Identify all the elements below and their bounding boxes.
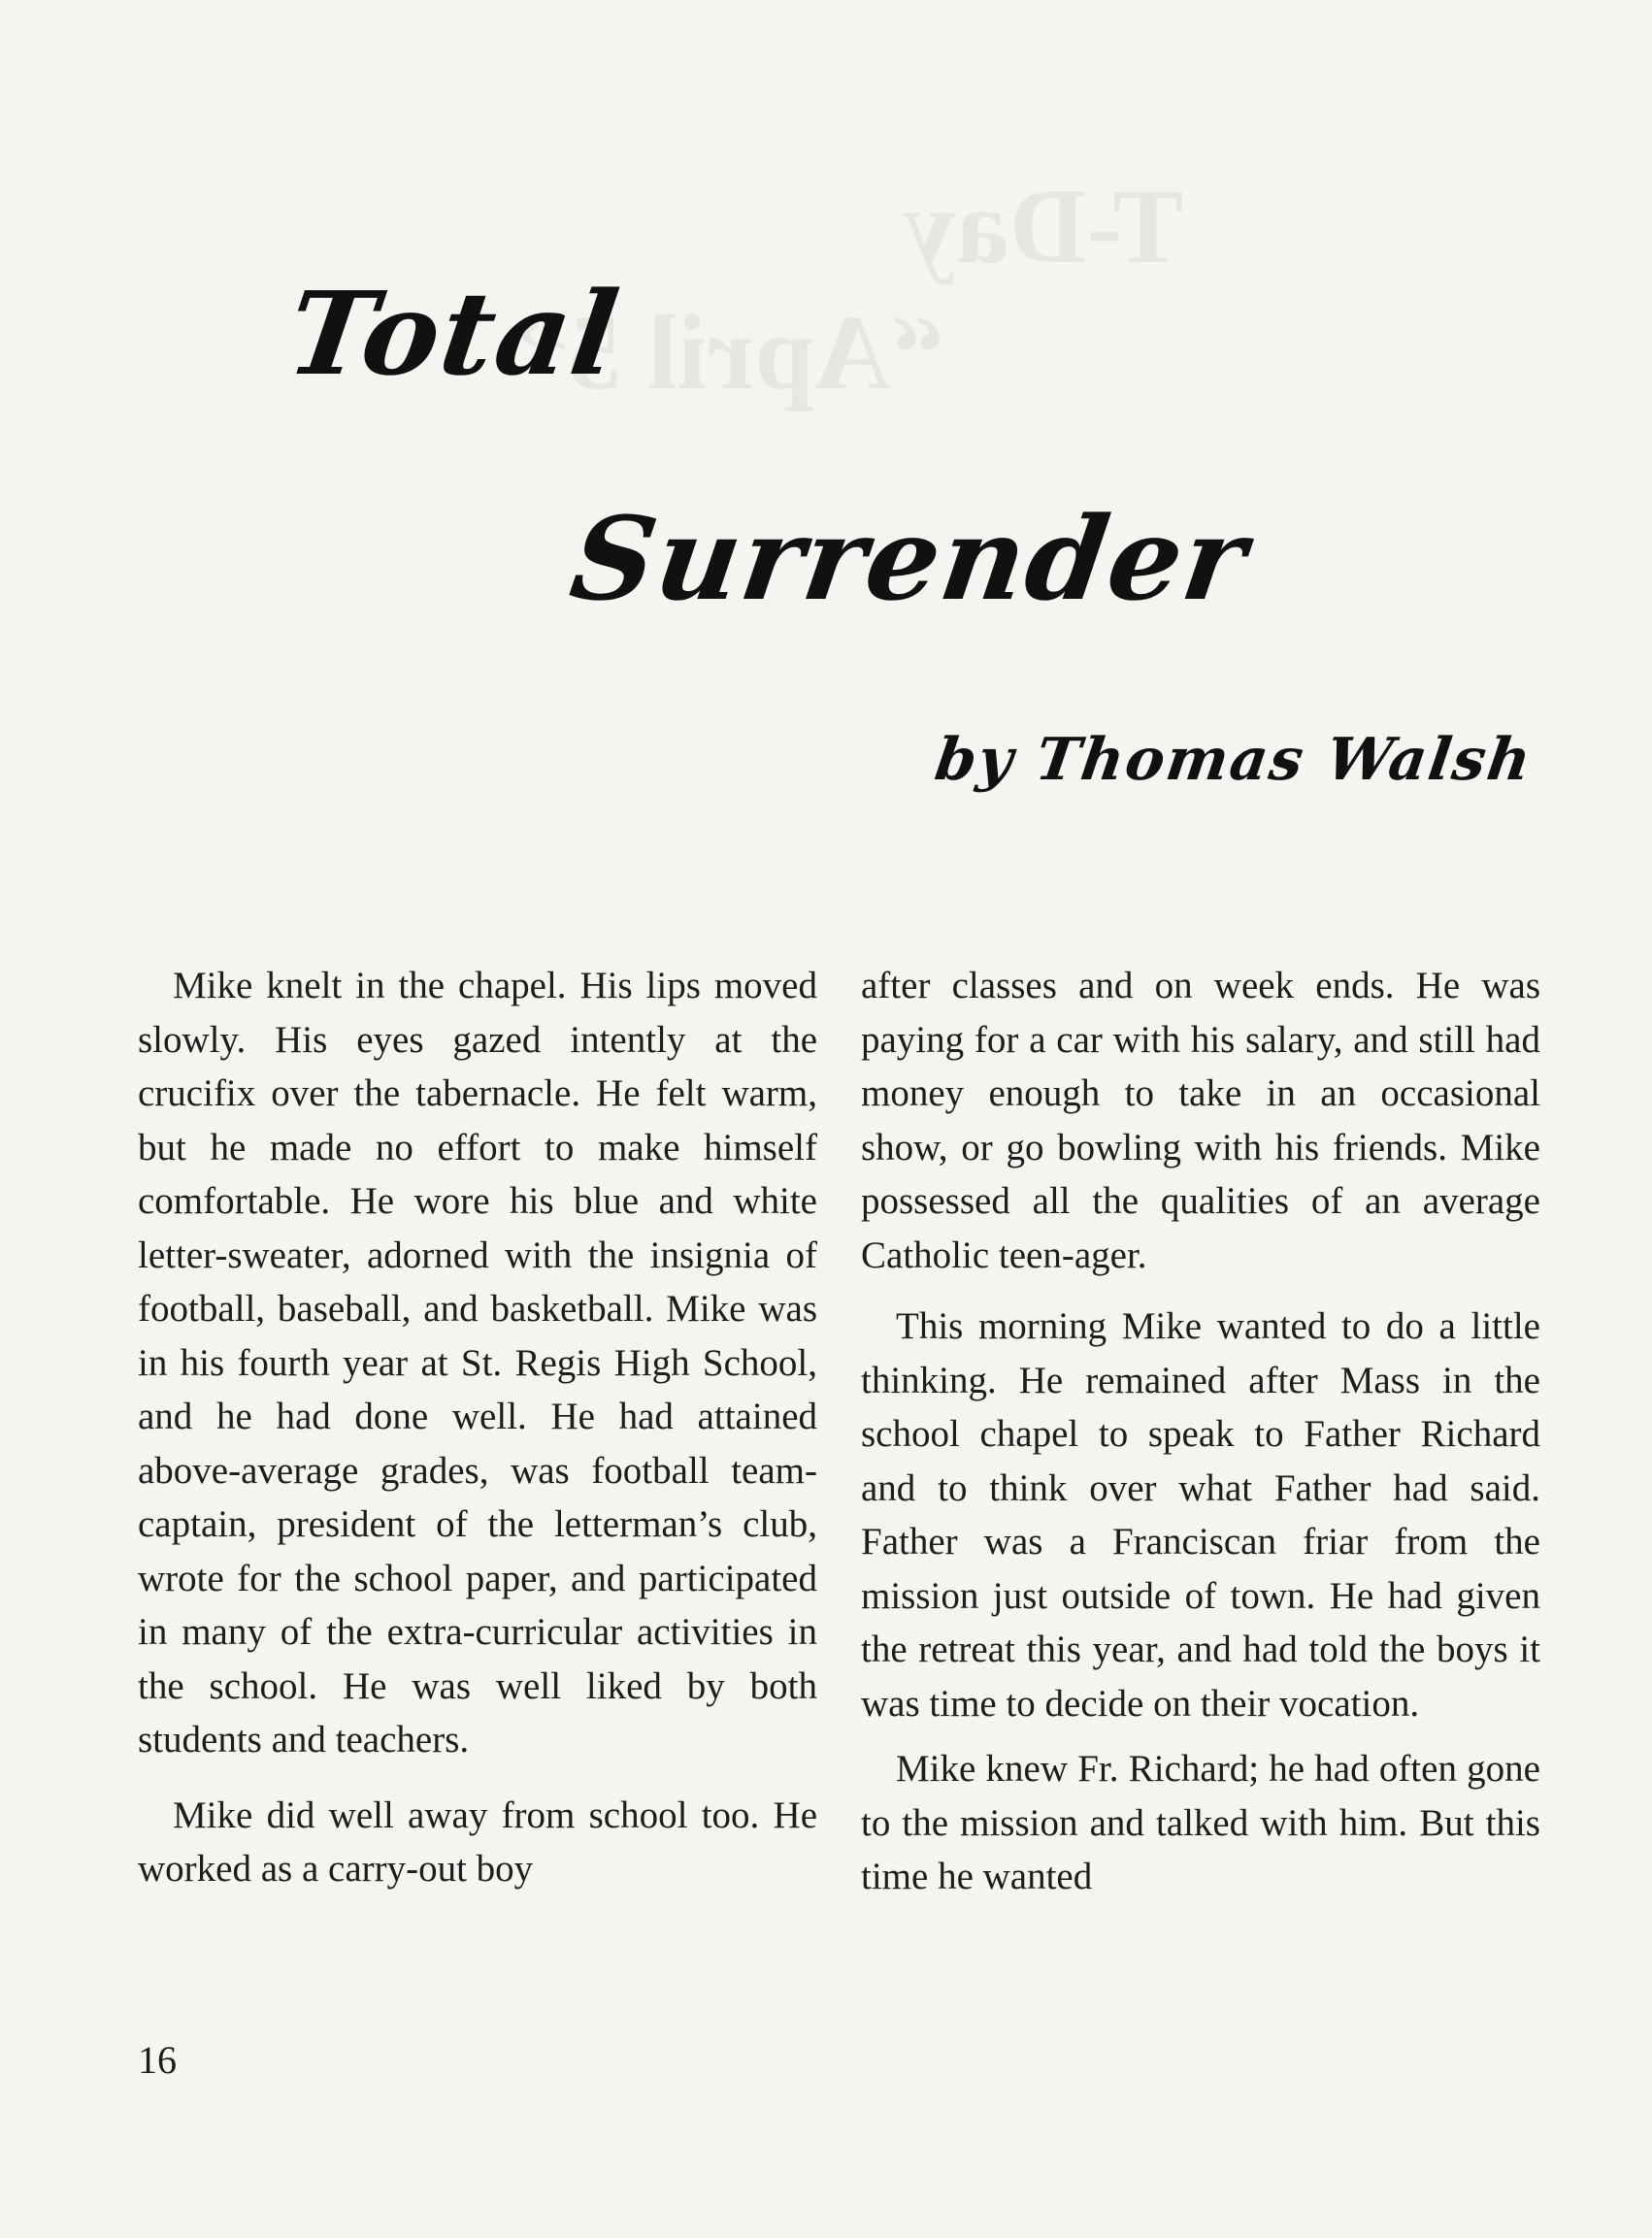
show-through-heading-2: “April 5”	[514, 293, 945, 411]
text-column-left	[138, 959, 817, 1896]
paragraph-continued: after classes and on week ends. He was paying for a car with his salary, and still had money enough to take in an occasional show, or go bowling with his friends. Mike possessed all the qualities of an average Catholic teen-ager.	[861, 965, 1540, 1276]
article-byline: by Thomas Walsh	[930, 726, 1536, 794]
show-through-heading-1: T-Day	[903, 167, 1184, 285]
page-number: 16	[138, 2038, 177, 2082]
article-title-line-1: Total	[280, 266, 628, 402]
paragraph: This morning Mike wanted to do a little thinking. He remained after Mass in the school chapel to speak to Father Richard and to think over what Father had said. Father was a Franciscan friar from the mission just outside of town. He had given the retreat this year, and had told the boys it was time to decide on their vocation.	[861, 1305, 1540, 1725]
text-column-right	[861, 959, 1540, 1904]
paragraph: Mike knelt in the chapel. His lips moved slowly. His eyes gazed intently at the crucifix over the tabernacle. He felt warm, but he made no effort to make himself comfortable. He wore his blue and white letter-sweater, adorned with the insignia of football, baseball, and basketball. Mike was in his fourth year at St. Regis High School, and he had done well. He had attained above-average grades, was football team-captain, president of the letterman’s club, wrote for the school paper, and participated in many of the extra-curricular activities in the school. He was well liked by both students and teachers.	[138, 965, 817, 1761]
paragraph: Mike did well away from school too. He worked as a carry-out boy	[138, 1794, 817, 1890]
article-title-line-2: Surrender	[563, 491, 1256, 627]
paragraph: Mike knew Fr. Richard; he had often gone to the mission and talked with him. But this time he wanted	[861, 1748, 1540, 1897]
